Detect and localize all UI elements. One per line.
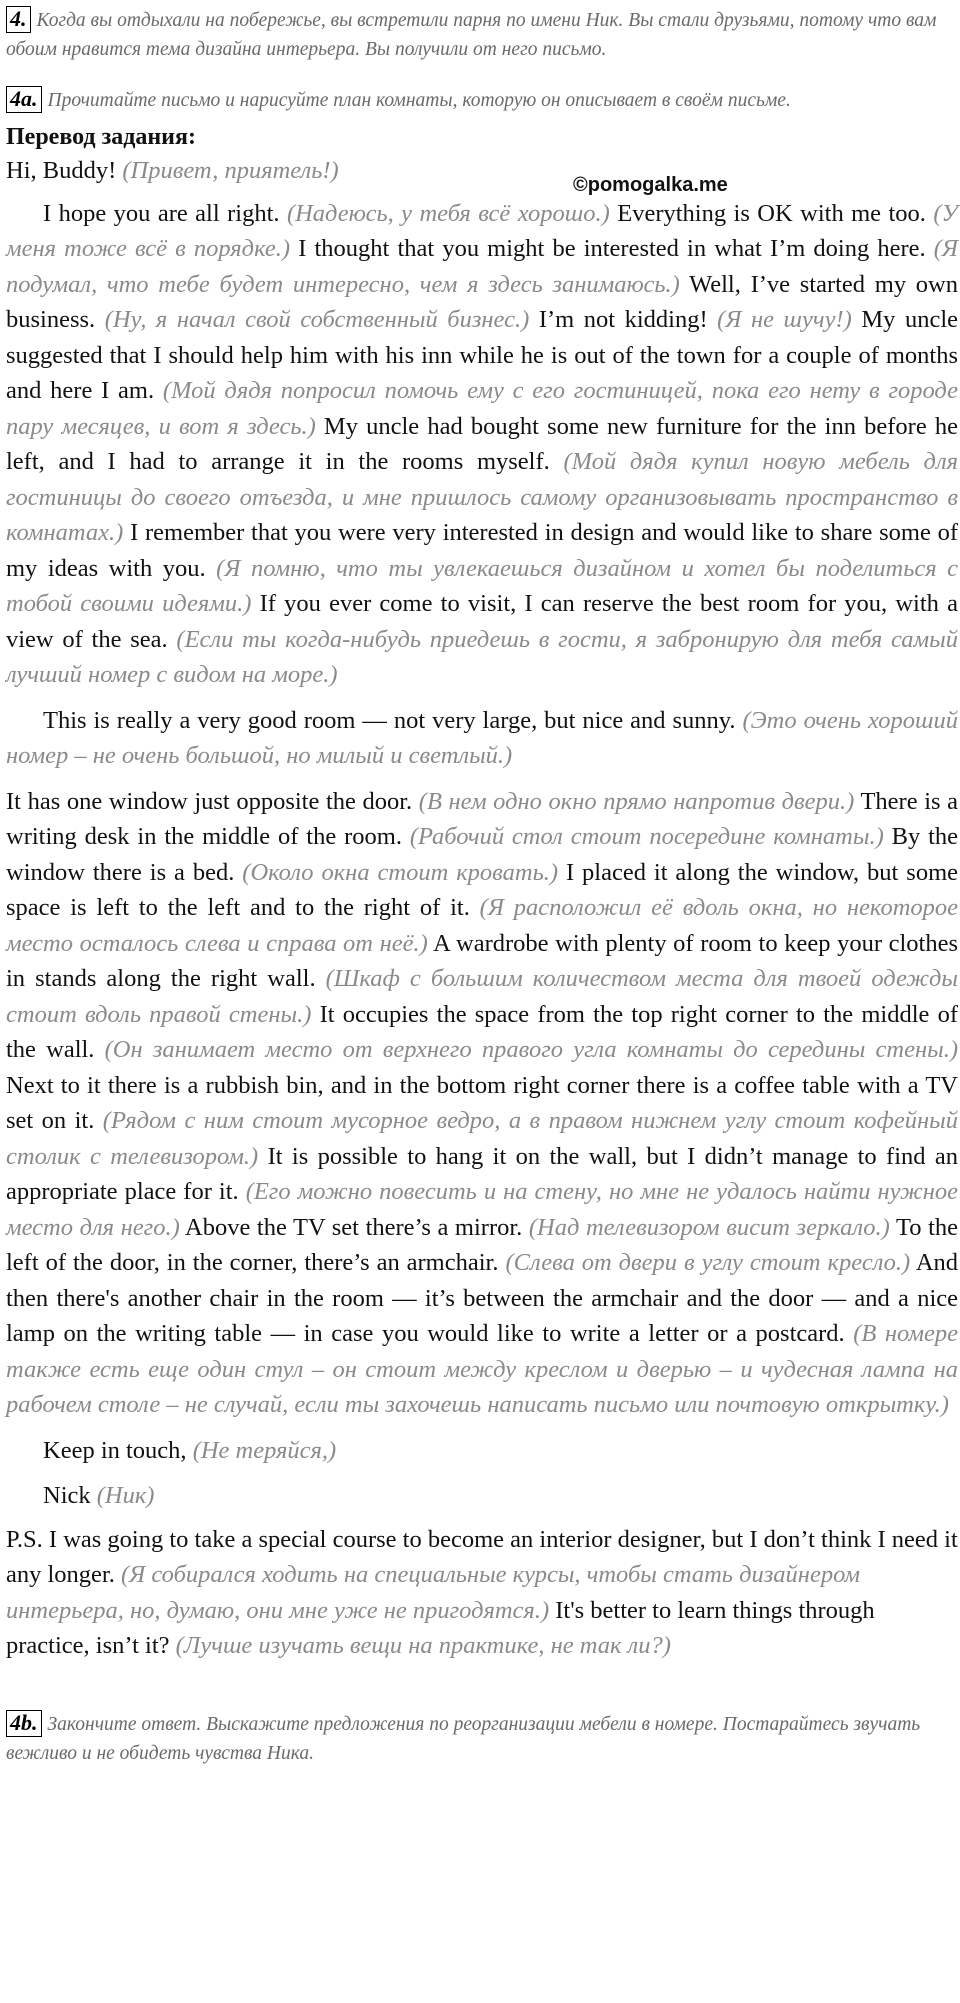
russian-translation: (В номере также есть еще один стул – он стоит между креслом и дверью – и чудесная лампа на рабочем столе – не случай, если ты захочешь написать письмо или почтовую открытку.) xyxy=(6,1320,959,1418)
task-text: Закончите ответ. Выскажите предложения по реорганизации мебели в номере. Постарайтесь звучать вежливо и не обидеть чувства Ника. xyxy=(6,1713,921,1764)
russian-translation: (Это очень хороший номер – не очень большой, но милый и светлый.) xyxy=(6,706,959,769)
letter-greeting xyxy=(6,153,958,189)
english-text: I placed it along the window, but some space is left to the left and to the right of it. xyxy=(6,858,959,921)
russian-translation: (Слева от двери в углу стоит кресло.) xyxy=(505,1249,911,1276)
english-text: It is possible to hang it on the wall, but I didn’t manage to find an appropriate place for it. xyxy=(6,1142,958,1205)
task-number-label: 4a. xyxy=(6,86,42,113)
letter-signature xyxy=(6,1478,958,1514)
russian-translation: (Я не шучу!) xyxy=(717,306,852,333)
english-text: Well, I’ve started my own business. xyxy=(6,270,958,333)
english-text: Hi, Buddy! xyxy=(6,157,117,184)
english-text: To the left of the door, in the corner, there’s an armchair. xyxy=(6,1213,959,1276)
task-text: Прочитайте письмо и нарисуйте план комнаты, которую он описывает в своём письме. xyxy=(47,90,791,111)
watermark: ©pomogalka.me xyxy=(573,174,728,196)
russian-translation: (Я подумал, что тебе будет интересно, чем я здесь занимаюсь.) xyxy=(6,235,959,298)
english-text: It occupies the space from the top right corner to the middle of the wall. xyxy=(6,1000,958,1063)
english-text: I remember that you were very interested in design and would like to share some of my ideas with you. xyxy=(6,519,959,582)
letter-closing xyxy=(6,1433,958,1469)
russian-translation: (Ник) xyxy=(96,1482,155,1509)
russian-translation: (Ну, я начал свой собственный бизнес.) xyxy=(104,306,530,333)
russian-translation: (Я расположил её вдоль окна, но некоторое место осталось слева и справа от неё.) xyxy=(6,894,959,957)
task-number-label: 4b. xyxy=(6,1710,42,1737)
russian-translation: (Надеюсь, у тебя всё хорошо.) xyxy=(286,199,610,227)
english-text: If you ever come to visit, I can reserve the best room for you, with a view of the sea. xyxy=(6,590,958,653)
english-text: Everything is OK with me too. xyxy=(617,199,926,227)
english-text: I thought that you might be interested in what I’m doing here. xyxy=(298,235,926,262)
letter-paragraph xyxy=(6,784,958,1423)
section-heading: Перевод задания: xyxy=(6,124,196,150)
russian-translation: (Рабочий стол стоит посередине комнаты.) xyxy=(409,823,884,850)
russian-translation: (Не теряйся,) xyxy=(192,1436,337,1464)
english-text: It has one window just opposite the door. xyxy=(6,787,413,815)
russian-translation: (В нем одно окно прямо напротив двери.) xyxy=(418,787,855,815)
english-text: I hope you are all right. xyxy=(43,199,280,227)
russian-translation: (Лучше изучать вещи на практике, не так ли?) xyxy=(175,1632,671,1659)
english-text: By the window there is a bed. xyxy=(6,823,959,886)
task-text: Когда вы отдыхали на побережье, вы встретили парня по имени Ник. Вы стали друзьями, потому что вам обоим нравится тема дизайна интерьера. Вы получили от него письмо. xyxy=(6,10,937,60)
letter-paragraph xyxy=(6,703,958,774)
english-text: And then there's another chair in the room — it’s between the armchair and the door — and a nice lamp on the writing table — in case you would like to write a letter or a postcard. xyxy=(6,1249,959,1347)
letter-paragraph xyxy=(6,196,958,693)
english-text: I’m not kidding! xyxy=(538,306,708,333)
english-text: It's better to learn things through practice, isn’t it? xyxy=(6,1596,875,1659)
russian-translation: (Рядом с ним стоит мусорное ведро, а в правом нижнем углу стоит кофейный столик с телевизором.) xyxy=(6,1107,959,1170)
task-4a xyxy=(6,86,958,115)
english-text: Above the TV set there’s a mirror. xyxy=(185,1213,523,1241)
russian-translation: (Его можно повесить и на стену, но мне не удалось найти нужное место для него.) xyxy=(6,1178,959,1241)
task-4b xyxy=(6,1710,958,1768)
english-text: Nick xyxy=(43,1482,91,1509)
russian-translation: (Шкаф с большим количеством места для твоей одежды стоит вдоль правой стены.) xyxy=(6,965,959,1028)
letter-postscript xyxy=(6,1522,958,1664)
task-4 xyxy=(6,6,958,64)
english-text: My uncle had bought some new furniture for the inn before he left, and I had to arrange it in the rooms myself. xyxy=(6,412,958,475)
russian-translation: (Я собирался ходить на специальные курсы, чтобы стать дизайнером интерьера, но, думаю, они мне уже не пригодятся.) xyxy=(6,1561,861,1624)
russian-translation: (Если ты когда-нибудь приедешь в гости, я забронирую для тебя самый лучший номер с видом на море.) xyxy=(6,625,959,688)
english-text: This is really a very good room — not very large, but nice and sunny. xyxy=(43,706,736,734)
russian-translation: (Он занимает место от верхнего правого угла комнаты до середины стены.) xyxy=(104,1036,958,1063)
russian-translation: (Около окна стоит кровать.) xyxy=(242,858,558,886)
english-text: P.S. I was going to take a special course to become an interior designer, but I don’t think I need it any longer. xyxy=(6,1525,958,1588)
letter xyxy=(6,153,958,1664)
russian-translation: (Над телевизором висит зеркало.) xyxy=(528,1213,890,1241)
english-text: Keep in touch, xyxy=(43,1436,187,1464)
english-text: A wardrobe with plenty of room to keep your clothes in stands along the right wall. xyxy=(6,929,958,992)
english-text: There is a writing desk in the middle of the room. xyxy=(6,787,959,850)
russian-translation: (У меня тоже всё в порядке.) xyxy=(6,199,959,262)
english-text: Next to it there is a rubbish bin, and in the bottom right corner there is a coffee table with a TV set on it. xyxy=(6,1071,958,1134)
russian-translation: (Привет, приятель!) xyxy=(122,157,339,184)
russian-translation: (Мой дядя купил новую мебель для гостиницы до своего отъезда, и мне пришлось самому организовывать пространство в комнатах.) xyxy=(6,448,959,546)
task-number-label: 4. xyxy=(6,6,31,33)
russian-translation: (Я помню, что ты увлекаешься дизайном и хотел бы поделиться с тобой своими идеями.) xyxy=(6,554,959,617)
russian-translation: (Мой дядя попросил помочь ему с его гостиницей, пока его нету в городе пару месяцев, и вот я здесь.) xyxy=(6,377,959,440)
english-text: My uncle suggested that I should help him with his inn while he is out of the town for a couple of months and here I am. xyxy=(6,306,958,404)
